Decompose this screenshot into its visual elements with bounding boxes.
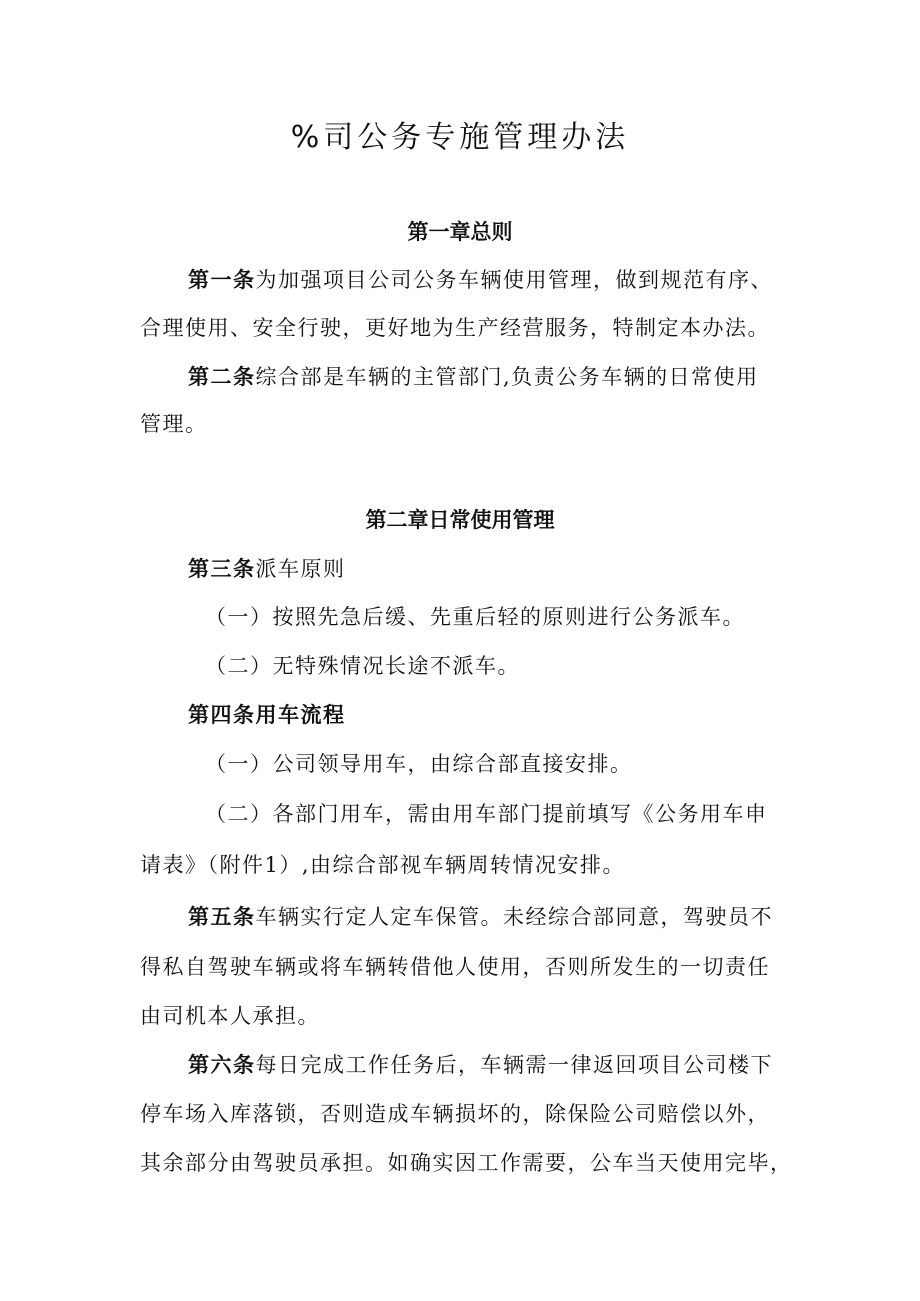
article-2-text-1: 综合部是车辆的主管部门,负责公务车辆的日常使用 [255, 365, 759, 389]
article-2-line-2: 管理。 [140, 412, 208, 436]
article-5-label: 第五条 [188, 905, 256, 929]
article-3-text-1: 派车原则 [255, 557, 346, 581]
article-6-line-3: 其余部分由驾驶员承担。如确实因工作需要，公车当天使用完毕， [140, 1151, 793, 1175]
article-4-item-2-line-2: 请表》（附件1）,由综合部视车辆周转情况安排。 [140, 853, 626, 877]
chapter-heading-1: 第一章总则 [407, 220, 513, 244]
article-6-line-1 [188, 1051, 773, 1079]
article-1-line-1 [188, 266, 773, 294]
article-4-item-1: （一）公司领导用车，由综合部直接安排。 [205, 752, 633, 776]
article-5-text-1: 车辆实行定人定车保管。未经综合部同意，驾驶员不 [255, 905, 773, 929]
article-5-line-1 [188, 903, 773, 931]
article-3-item-2: （二）无特殊情况长途不派车。 [205, 654, 520, 678]
article-3-label: 第三条 [188, 557, 256, 581]
article-6-text-1: 每日完成工作任务后，车辆需一律返回项目公司楼下 [255, 1053, 773, 1077]
article-3-line-1 [188, 555, 346, 583]
article-4-item-2-line-1: （二）各部门用车，需由用车部门提前填写《公务用车申 [205, 802, 768, 826]
article-2-label: 第二条 [188, 365, 256, 389]
article-4-heading: 第四条用车流程 [188, 703, 346, 727]
article-5-line-3: 由司机本人承担。 [140, 1004, 320, 1028]
article-6-label: 第六条 [188, 1053, 256, 1077]
article-6-line-2: 停车场入库落锁，否则造成车辆损坏的，除保险公司赔偿以外， [140, 1102, 770, 1126]
article-2-line-1 [188, 363, 759, 391]
chapter-heading-2: 第二章日常使用管理 [365, 508, 555, 532]
article-1-label: 第一条 [188, 268, 256, 292]
article-1-line-2: 合理使用、安全行驶，更好地为生产经营服务，特制定本办法。 [140, 316, 770, 340]
article-5-line-2: 得私自驾驶车辆或将车辆转借他人使用，否则所发生的一切责任 [140, 955, 770, 979]
document-title: %司公务专施管理办法 [290, 120, 630, 155]
article-3-item-1: （一）按照先急后缓、先重后轻的原则进行公务派车。 [205, 605, 745, 629]
article-1-text-1: 为加强项目公司公务车辆使用管理，做到规范有序、 [255, 268, 773, 292]
